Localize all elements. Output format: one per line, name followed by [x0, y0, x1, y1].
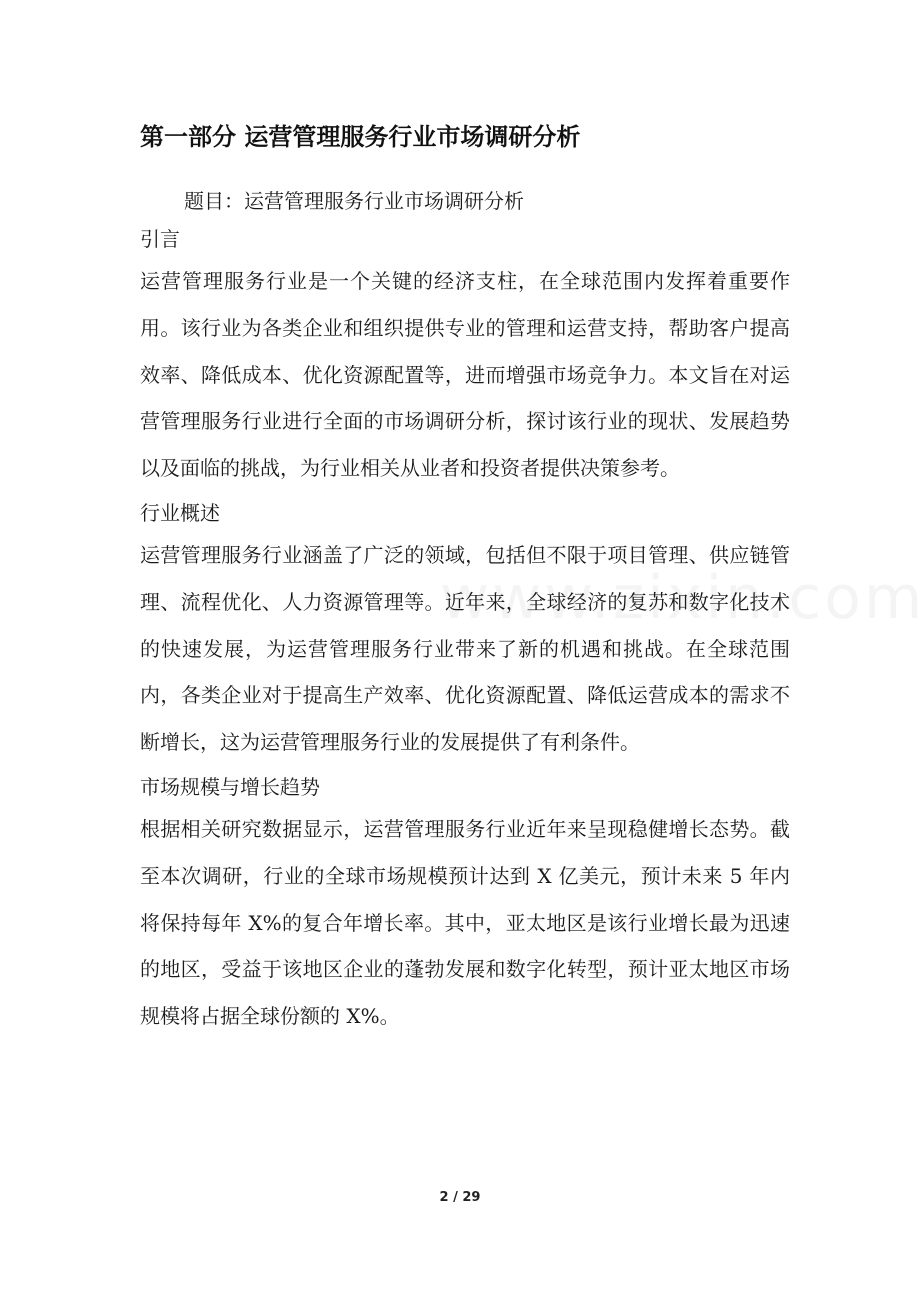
page-content [140, 110, 790, 1040]
paragraph-overview: 运营管理服务行业涵盖了广泛的领域，包括但不限于项目管理、供应链管理、流程优化、人力资源管理等。近年来，全球经济的复苏和数字化技术的快速发展，为运营管理服务行业带来了新的机遇和挑战。在全球范围内，各类企业对于提高生产效率、优化资源配置、降低运营成本的需求不断增长，这为运营管理服务行业的发展提供了有利条件。 [140, 542, 790, 755]
section-heading-overview: 行业概述 [140, 500, 220, 525]
paragraph-market: 根据相关研究数据显示，运营管理服务行业近年来呈现稳健增长态势。截至本次调研，行业的全球市场规模预计达到 X 亿美元，预计未来 5 年内将保持每年 X%的复合年增长率。其中，亚太地区是该行业增长最为迅速的地区，受益于该地区企业的蓬勃发展和数字化转型，预计亚太地区市场规模将占据全球份额的 X%。 [140, 816, 790, 1029]
section-heading-market: 市场规模与增长趋势 [140, 774, 320, 799]
page-number: 2 / 29 [439, 1190, 481, 1205]
part-title: 第一部分 运营管理服务行业市场调研分析 [140, 123, 581, 151]
section-heading-intro: 引言 [140, 227, 180, 251]
paragraph-intro: 运营管理服务行业是一个关键的经济支柱，在全球范围内发挥着重要作用。该行业为各类企业和组织提供专业的管理和运营支持，帮助客户提高效率、降低成本、优化资源配置等，进而增强市场竞争力。本文旨在对运营管理服务行业进行全面的市场调研分析，探讨该行业的现状、发展趋势以及面临的挑战，为行业相关从业者和投资者提供决策参考。 [140, 269, 790, 481]
subject-line: 题目：运营管理服务行业市场调研分析 [184, 189, 524, 213]
